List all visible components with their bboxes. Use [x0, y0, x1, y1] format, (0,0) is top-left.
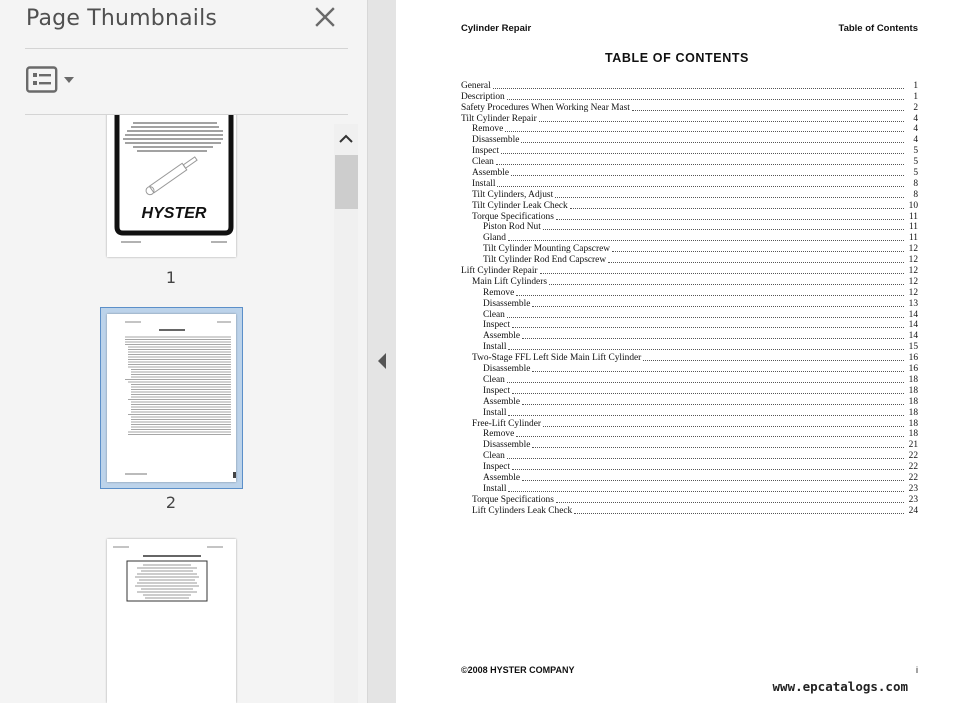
toc-entry-page: 12 [908, 244, 918, 255]
toc-entry[interactable] [461, 80, 918, 91]
toc-entry-page: 24 [908, 505, 918, 516]
toc-leader-dots [508, 415, 904, 416]
document-page[interactable] [396, 0, 958, 703]
toc-leader-dots [508, 240, 904, 241]
chevron-down-icon [63, 75, 75, 85]
toc-entry-label: Description [461, 91, 505, 102]
toc-entry-label: Torque Specifications [472, 211, 554, 222]
toc-leader-dots [522, 404, 904, 405]
thumbnails-panel [0, 0, 368, 703]
toc-leader-dots [512, 327, 904, 328]
toc-entry-page: 5 [913, 168, 918, 179]
toc-entry-page: 8 [913, 189, 918, 200]
thumbnail-options-icon [26, 66, 58, 94]
toc-entry-label: Clean [483, 374, 505, 385]
toc-entry[interactable] [461, 320, 918, 331]
footer-page-number: i [916, 665, 918, 675]
toc-entry[interactable] [461, 211, 918, 222]
scroll-up-arrow-icon [334, 124, 358, 154]
thumbnails-scrollbar[interactable] [334, 124, 358, 703]
toc-leader-dots [539, 121, 904, 122]
toc-entry[interactable] [461, 472, 918, 483]
toc-leader-dots [507, 382, 904, 383]
toc-entry-page: 23 [908, 483, 918, 494]
footer-copyright: ©2008 HYSTER COMPANY [461, 665, 575, 675]
toc-entry[interactable] [461, 145, 918, 156]
toc-entry-label: Tilt Cylinder Rod End Capscrew [483, 255, 607, 266]
toc-entry-label: Gland [483, 233, 506, 244]
toc-entry-page: 4 [913, 124, 918, 135]
toc-leader-dots [532, 447, 904, 448]
toc-entry-page: 5 [913, 146, 918, 157]
toc-leader-dots [555, 197, 904, 198]
toc-page-preview [107, 314, 236, 482]
toc-entry-page: 11 [908, 211, 918, 222]
toc-entry[interactable] [461, 418, 918, 429]
toc-entry-page: 14 [908, 320, 918, 331]
toc-entry[interactable] [461, 461, 918, 472]
toc-entry-label: Disassemble [483, 440, 531, 451]
toc-leader-dots [543, 229, 904, 230]
toc-entry-label: Free-Lift Cylinder [472, 418, 541, 429]
toc-leader-dots [532, 306, 904, 307]
toc-entry[interactable] [461, 200, 918, 211]
toc-entry-label: Remove [483, 287, 515, 298]
toc-leader-dots [497, 186, 904, 187]
toc-entry-label: Two-Stage FFL Left Side Main Lift Cylinder [472, 353, 642, 364]
toc-entry-page: 1 [913, 91, 918, 102]
toc-entry-label: Piston Rod Nut [483, 222, 541, 233]
toc-entry[interactable] [461, 222, 918, 233]
toc-entry-label: Clean [472, 157, 494, 168]
watermark: www.epcatalogs.com [772, 679, 908, 694]
toc-entry-label: Disassemble [472, 135, 520, 146]
toc-entry-page: 12 [908, 266, 918, 277]
toc-entry-page: 23 [908, 494, 918, 505]
toc-entry[interactable] [461, 309, 918, 320]
toc-entry-label: Install [483, 407, 507, 418]
page-thumbnail-3[interactable] [107, 539, 236, 703]
toc-entry-page: 2 [913, 102, 918, 113]
toc-entry-page: 15 [908, 342, 918, 353]
toc-leader-dots [522, 480, 904, 481]
toc-entry[interactable] [461, 374, 918, 385]
toc-entry[interactable] [461, 91, 918, 102]
toc-entry-page: 4 [913, 113, 918, 124]
toc-entry-label: Tilt Cylinder Mounting Capscrew [483, 244, 610, 255]
toc-entry-page: 12 [908, 276, 918, 287]
thumbnail-options-button[interactable] [26, 66, 76, 94]
toc-entry-label: General [461, 80, 491, 91]
toc-entry-label: Disassemble [483, 298, 531, 309]
thumbnail-list[interactable] [0, 115, 334, 703]
toc-entry-page: 10 [908, 200, 918, 211]
toc-entry-label: Assemble [472, 168, 509, 179]
toc-leader-dots [508, 349, 904, 350]
toc-leader-dots [556, 219, 904, 220]
toc-entry-label: Install [483, 483, 507, 494]
toc-entry[interactable] [461, 429, 918, 440]
toc-entry-page: 22 [908, 451, 918, 462]
brand-logo: HYSTER [141, 205, 207, 222]
table-of-contents [461, 80, 918, 516]
toc-entry[interactable] [461, 396, 918, 407]
toc-leader-dots [643, 360, 904, 361]
collapse-left-arrow-icon [375, 352, 389, 370]
toc-entry-page: 16 [908, 353, 918, 364]
toc-entry-label: Lift Cylinders Leak Check [472, 505, 573, 516]
toc-entry-page: 11 [908, 233, 918, 244]
toc-entry-page: 5 [913, 157, 918, 168]
scroll-up-button[interactable] [334, 124, 358, 154]
toc-leader-dots [501, 153, 904, 154]
toc-entry-page: 4 [913, 135, 918, 146]
toc-entry[interactable] [461, 330, 918, 341]
toc-entry-page: 18 [908, 385, 918, 396]
toc-entry-page: 18 [908, 418, 918, 429]
toc-leader-dots [521, 142, 904, 143]
toc-entry-label: Tilt Cylinder Repair [461, 113, 537, 124]
toc-entry[interactable] [461, 156, 918, 167]
toc-entry-page: 16 [908, 364, 918, 375]
toc-entry-label: Assemble [483, 331, 520, 342]
toc-entry-page: 18 [908, 407, 918, 418]
toc-entry-label: Remove [483, 429, 515, 440]
toc-entry[interactable] [461, 134, 918, 145]
toc-leader-dots [574, 513, 904, 514]
toc-entry[interactable] [461, 113, 918, 124]
toc-leader-dots [570, 208, 904, 209]
page-title: TABLE OF CONTENTS [605, 51, 749, 65]
toc-leader-dots [556, 502, 904, 503]
toc-leader-dots [612, 251, 904, 252]
running-header-left: Cylinder Repair [461, 23, 532, 34]
toc-entry[interactable] [461, 102, 918, 113]
toc-entry[interactable] [461, 189, 918, 200]
toc-entry-label: Inspect [483, 385, 511, 396]
toc-entry[interactable] [461, 232, 918, 243]
page-number-label: 2 [165, 493, 177, 512]
toc-leader-dots [507, 99, 904, 100]
toc-entry[interactable] [461, 254, 918, 265]
toc-leader-dots [608, 262, 904, 263]
toc-leader-dots [549, 284, 904, 285]
toc-entry-page: 22 [908, 462, 918, 473]
toc-entry[interactable] [461, 505, 918, 516]
toc-entry-page: 8 [913, 178, 918, 189]
close-panel-button[interactable] [314, 6, 336, 28]
toc-entry-label: Assemble [483, 396, 520, 407]
toc-leader-dots [507, 458, 904, 459]
toc-entry-page: 12 [908, 287, 918, 298]
toc-leader-dots [505, 131, 904, 132]
panel-title: Page Thumbnails [26, 6, 218, 31]
toc-entry-page: 18 [908, 396, 918, 407]
page-thumbnail-1[interactable] [107, 115, 236, 257]
scrollbar-thumb[interactable] [335, 155, 358, 209]
running-header-right: Table of Contents [838, 23, 918, 34]
toc-entry-page: 12 [908, 255, 918, 266]
toc-entry-page: 14 [908, 309, 918, 320]
toc-entry[interactable] [461, 363, 918, 374]
toc-leader-dots [532, 371, 904, 372]
toc-entry[interactable] [461, 341, 918, 352]
toc-entry[interactable] [461, 450, 918, 461]
toc-entry-label: Tilt Cylinders, Adjust [472, 189, 554, 200]
toc-leader-dots [540, 273, 904, 274]
page-thumbnail-2[interactable] [107, 314, 236, 482]
toc-entry-page: 18 [908, 374, 918, 385]
toc-leader-dots [516, 295, 904, 296]
toc-entry-label: Remove [472, 124, 504, 135]
toc-entry-page: 21 [908, 440, 918, 451]
toc-entry-label: Tilt Cylinder Leak Check [472, 200, 568, 211]
page-3-preview [107, 539, 236, 703]
toc-entry-label: Disassemble [483, 364, 531, 375]
toc-entry-label: Inspect [483, 462, 511, 473]
toc-leader-dots [493, 88, 904, 89]
toc-entry-label: Safety Procedures When Working Near Mast [461, 102, 630, 113]
toc-entry-label: Install [483, 342, 507, 353]
toc-leader-dots [512, 393, 904, 394]
toc-entry-label: Install [472, 178, 496, 189]
toc-entry-label: Clean [483, 309, 505, 320]
toc-entry[interactable] [461, 124, 918, 135]
toc-entry-label: Assemble [483, 472, 520, 483]
toc-entry-page: 11 [908, 222, 918, 233]
close-icon [314, 6, 336, 28]
toc-entry[interactable] [461, 178, 918, 189]
toc-entry[interactable] [461, 494, 918, 505]
toc-entry[interactable] [461, 243, 918, 254]
toc-entry-page: 14 [908, 331, 918, 342]
toc-entry-label: Torque Specifications [472, 494, 554, 505]
toc-leader-dots [632, 110, 904, 111]
toc-entry[interactable] [461, 439, 918, 450]
toc-entry[interactable] [461, 265, 918, 276]
toc-entry-label: Lift Cylinder Repair [461, 266, 538, 277]
toc-leader-dots [512, 469, 904, 470]
collapse-panel-button[interactable] [375, 352, 389, 370]
toc-entry-page: 22 [908, 472, 918, 483]
toc-leader-dots [508, 491, 904, 492]
toc-leader-dots [522, 338, 904, 339]
toc-entry[interactable] [461, 407, 918, 418]
cover-page-preview [107, 115, 236, 257]
toc-entry[interactable] [461, 287, 918, 298]
panel-splitter[interactable] [368, 0, 396, 703]
toc-entry-page: 18 [908, 429, 918, 440]
toc-entry-label: Inspect [483, 320, 511, 331]
toc-entry[interactable] [461, 298, 918, 309]
toc-leader-dots [543, 426, 904, 427]
toc-entry[interactable] [461, 352, 918, 363]
toc-leader-dots [511, 175, 904, 176]
toc-leader-dots [507, 317, 904, 318]
page-number-label: 1 [165, 268, 177, 287]
toc-entry[interactable] [461, 483, 918, 494]
selected-thumbnail-highlight[interactable] [100, 307, 243, 489]
toc-entry-label: Main Lift Cylinders [472, 276, 547, 287]
toc-leader-dots [516, 436, 904, 437]
toc-entry[interactable] [461, 167, 918, 178]
toc-entry[interactable] [461, 276, 918, 287]
divider [25, 48, 348, 49]
toc-entry-page: 1 [913, 80, 918, 91]
toc-entry-label: Inspect [472, 146, 500, 157]
toc-entry-label: Clean [483, 451, 505, 462]
toc-entry[interactable] [461, 385, 918, 396]
toc-leader-dots [496, 164, 904, 165]
toc-entry-page: 13 [908, 298, 918, 309]
